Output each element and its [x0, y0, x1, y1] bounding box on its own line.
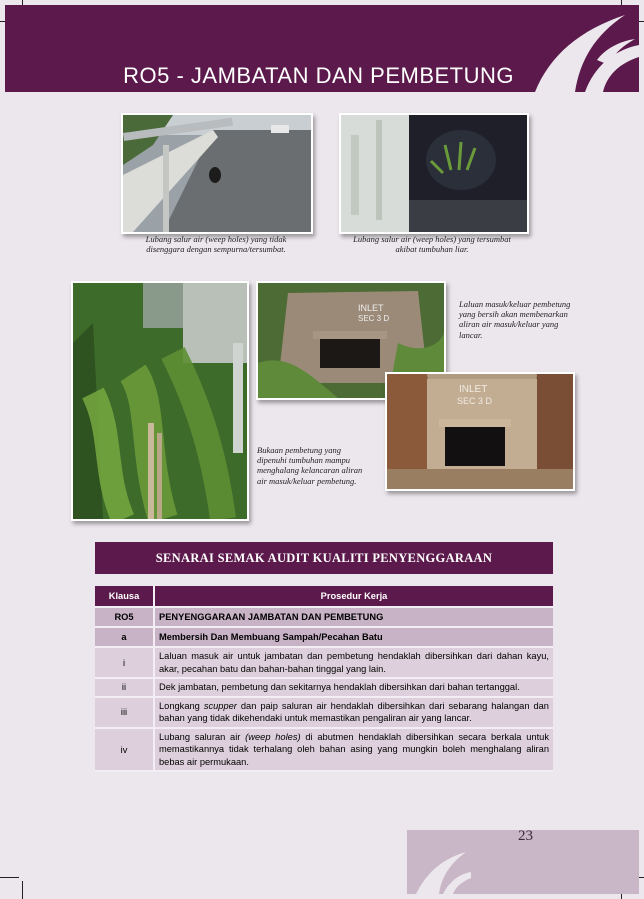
- row-prosedur: Laluan masuk air untuk jambatan dan pembetung hendaklah dibersihkan dari dahan kayu, akar, pecahan batu dan bahan-bahan tinggal yang lain.: [154, 647, 553, 678]
- checklist-title: SENARAI SEMAK AUDIT KUALITI PENYENGGARAAN: [95, 542, 553, 574]
- caption-photo2: Lubang salur air (weep holes) yang tersumbat akibat tumbuhan liar.: [353, 234, 511, 255]
- row-prosedur: Membersih Dan Membuang Sampah/Pecahan Batu: [154, 627, 553, 647]
- table-row: [95, 607, 553, 627]
- inlet-code: SEC 3 D: [358, 314, 390, 323]
- crop-mark: [22, 881, 23, 899]
- row-prosedur: PENYENGGARAAN JAMBATAN DAN PEMBETUNG: [154, 607, 553, 627]
- caption-photo4: Laluan masuk/keluar pembetung yang bersih akan membenarkan aliran air masuk/keluar yang lancar.: [459, 299, 571, 340]
- audit-checklist: [95, 542, 553, 772]
- inlet-code: SEC 3 D: [457, 396, 493, 406]
- table-row: [95, 728, 553, 772]
- row-klausa: ii: [95, 678, 154, 697]
- photo-guardrail: [121, 113, 313, 234]
- header-band: [5, 5, 639, 92]
- table-row: [95, 678, 553, 697]
- text-part: Longkang: [159, 700, 204, 711]
- row-klausa: a: [95, 627, 154, 647]
- text-italic: (weep holes): [245, 731, 301, 742]
- caption-photo1: Lubang salur air (weep holes) yang tidak disenggara dengan sempurna/tersumbat.: [145, 234, 287, 255]
- caption-photo3: Bukaan pembetung yang dipenuhi tumbuhan mampu menghalang kelancaran aliran air masuk/keluar pembetung.: [257, 445, 363, 486]
- table-header-row: [95, 586, 553, 607]
- photo-weephole: [339, 113, 529, 234]
- row-klausa: iv: [95, 728, 154, 772]
- checklist-table: [95, 586, 553, 772]
- row-prosedur: Dek jambatan, pembetung dan sekitarnya hendaklah dibersihkan dari bahan tertanggal.: [154, 678, 553, 697]
- swoosh-footer-logo: [411, 834, 471, 894]
- row-prosedur: [154, 728, 553, 772]
- row-klausa: iii: [95, 697, 154, 728]
- table-row: [95, 627, 553, 647]
- column-header-prosedur: Prosedur Kerja: [154, 586, 553, 607]
- column-header-klausa: Klausa: [95, 586, 154, 607]
- text-part: Lubang saluran air: [159, 731, 246, 742]
- page-title: RO5 - JAMBATAN DAN PEMBETUNG: [123, 63, 514, 88]
- inlet-label: INLET: [459, 384, 488, 395]
- text-part: dan paip saluran air hendaklah dibersihkan dari sebarang halangan dan bahan yang tidak dikehendaki untuk memastikan pengaliran air yang lancar.: [159, 700, 549, 724]
- text-part: di abutmen hendaklah dibersihkan secara berkala untuk memastikannya tidak terhalang oleh bahan asing yang mungkin boleh menghalang aliran bebas air permukaan.: [159, 731, 549, 767]
- text-italic: scupper: [203, 700, 237, 711]
- table-row: [95, 647, 553, 678]
- row-klausa: RO5: [95, 607, 154, 627]
- photo-overgrown: [71, 281, 249, 521]
- table-row: [95, 697, 553, 728]
- row-prosedur: [154, 697, 553, 728]
- row-klausa: i: [95, 647, 154, 678]
- crop-mark: [0, 877, 19, 878]
- photo-culvert-clean: [385, 372, 575, 491]
- page-number: 23: [518, 828, 533, 844]
- swoosh-logo: [525, 5, 639, 92]
- inlet-label: INLET: [358, 303, 384, 313]
